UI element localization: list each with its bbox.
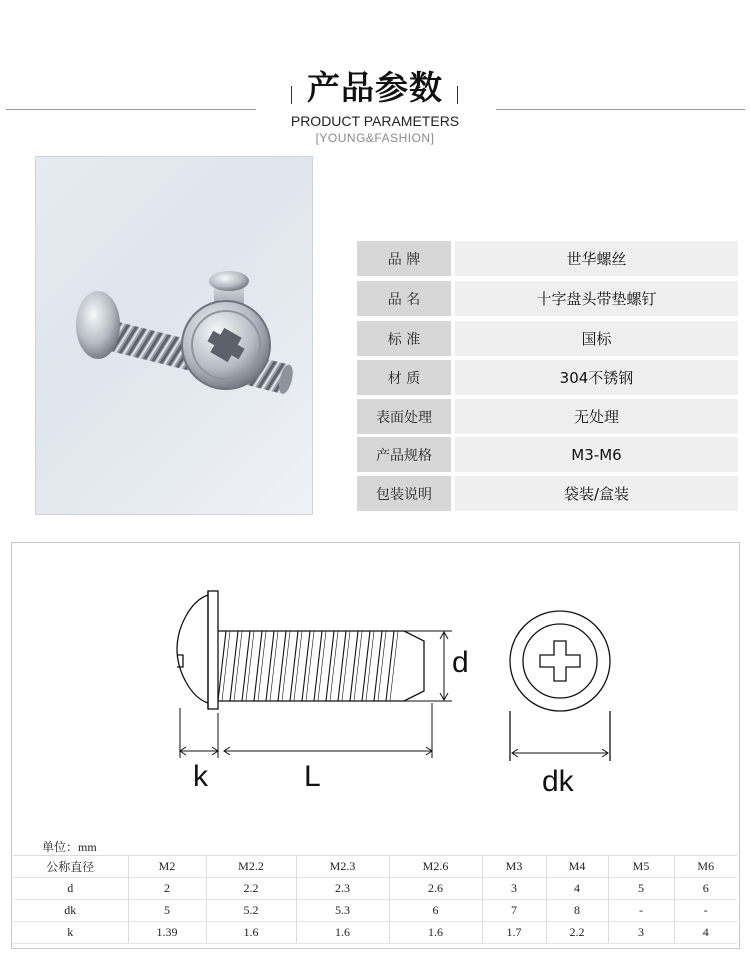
param-row-surface — [357, 399, 738, 434]
spec-cell: 6 — [389, 900, 482, 922]
dimension-label-k: k — [193, 760, 208, 793]
spec-cell: d — [13, 878, 128, 900]
spec-row-k — [13, 922, 737, 944]
spec-cell: 2 — [128, 878, 206, 900]
thread-line — [270, 631, 278, 701]
spec-header-cell: M2 — [128, 856, 206, 878]
param-value: 国标 — [455, 321, 738, 356]
spec-cell: 3 — [608, 922, 674, 944]
spec-cell: 7 — [482, 900, 546, 922]
param-value: 十字盘头带垫螺钉 — [455, 281, 738, 316]
screw-photo-illustration — [36, 157, 312, 514]
spec-cell: 5 — [608, 878, 674, 900]
thread-line — [282, 631, 290, 701]
dimension-label-dk: dk — [542, 765, 574, 798]
param-row-name — [357, 281, 738, 316]
spec-cell: 5 — [128, 900, 206, 922]
header-divider-left — [6, 109, 256, 110]
dimension-label-L: L — [304, 760, 321, 793]
spec-header-row — [13, 856, 737, 878]
thread-line — [258, 631, 266, 701]
page-title: 产品参数 — [307, 68, 443, 107]
spec-row-d — [13, 878, 737, 900]
spec-cell: 5.3 — [296, 900, 389, 922]
param-key: 包装说明 — [357, 476, 451, 511]
thread-line — [338, 631, 346, 701]
spec-cell: - — [608, 900, 674, 922]
spec-cell: k — [13, 922, 128, 944]
spec-cell: 1.39 — [128, 922, 206, 944]
spec-cell: 8 — [546, 900, 608, 922]
thread-line — [342, 631, 350, 701]
param-key: 品 名 — [357, 281, 451, 316]
thread-line — [374, 631, 382, 701]
screw-drawing — [12, 543, 739, 843]
thread-line — [230, 631, 238, 701]
param-row-packaging — [357, 476, 738, 511]
spec-header-cell: M2.6 — [389, 856, 482, 878]
spec-cell: 4 — [674, 922, 737, 944]
param-value: 世华螺丝 — [455, 241, 738, 276]
header-divider-right — [496, 109, 745, 110]
thread-line — [254, 631, 262, 701]
param-value: 袋装/盒装 — [455, 476, 738, 511]
thread-line — [354, 631, 362, 701]
thread-line — [242, 631, 250, 701]
thread-line — [294, 631, 302, 701]
thread-line — [386, 631, 394, 701]
thread-line — [266, 631, 274, 701]
spec-table — [13, 855, 737, 944]
spec-header-cell: M2.2 — [206, 856, 296, 878]
param-key: 材 质 — [357, 360, 451, 395]
spec-header-cell: 公称直径 — [13, 856, 128, 878]
thread-line — [362, 631, 370, 701]
param-key: 标 准 — [357, 321, 451, 356]
thread-line — [330, 631, 338, 701]
param-row-spec — [357, 437, 738, 472]
thread-line — [390, 631, 398, 701]
thread-line — [314, 631, 322, 701]
param-value: M3-M6 — [455, 437, 738, 472]
param-row-material — [357, 360, 738, 395]
spec-cell: 5.2 — [206, 900, 296, 922]
spec-cell: 2.2 — [206, 878, 296, 900]
thread-line — [246, 631, 254, 701]
param-row-brand — [357, 241, 738, 276]
spec-cell: 1.6 — [389, 922, 482, 944]
thread-line — [290, 631, 298, 701]
thread-line — [222, 631, 230, 701]
spec-header-cell: M6 — [674, 856, 737, 878]
param-row-standard — [357, 321, 738, 356]
spec-cell: 3 — [482, 878, 546, 900]
thread-line — [350, 631, 358, 701]
spec-cell: 4 — [546, 878, 608, 900]
param-value: 304不锈钢 — [455, 360, 738, 395]
spec-header-cell: M2.3 — [296, 856, 389, 878]
spec-header-cell: M3 — [482, 856, 546, 878]
spec-cell: 1.7 — [482, 922, 546, 944]
spec-cell: - — [674, 900, 737, 922]
param-key: 产品规格 — [357, 437, 451, 472]
thread-line — [234, 631, 242, 701]
product-photo — [35, 156, 313, 515]
param-key: 表面处理 — [357, 399, 451, 434]
spec-cell: 2.6 — [389, 878, 482, 900]
param-value: 无处理 — [455, 399, 738, 434]
page-subtitle: PRODUCT PARAMETERS — [290, 113, 460, 129]
thread-line — [306, 631, 314, 701]
spec-cell: 1.6 — [206, 922, 296, 944]
thread-line — [218, 631, 226, 701]
spec-row-dk — [13, 900, 737, 922]
thread-line — [318, 631, 326, 701]
thread-line — [378, 631, 386, 701]
dimension-label-d: d — [452, 646, 469, 679]
spec-cell: 6 — [674, 878, 737, 900]
thread-line — [302, 631, 310, 701]
thread-line — [366, 631, 374, 701]
thread-line — [278, 631, 286, 701]
param-key: 品 牌 — [357, 241, 451, 276]
spec-header-cell: M5 — [608, 856, 674, 878]
unit-label: 单位：mm — [42, 840, 97, 854]
page-tagline: [YOUNG&FASHION] — [315, 131, 435, 145]
spec-cell: 1.6 — [296, 922, 389, 944]
spec-cell: 2.3 — [296, 878, 389, 900]
spec-cell: dk — [13, 900, 128, 922]
spec-header-cell: M4 — [546, 856, 608, 878]
spec-cell: 2.2 — [546, 922, 608, 944]
thread-line — [326, 631, 334, 701]
